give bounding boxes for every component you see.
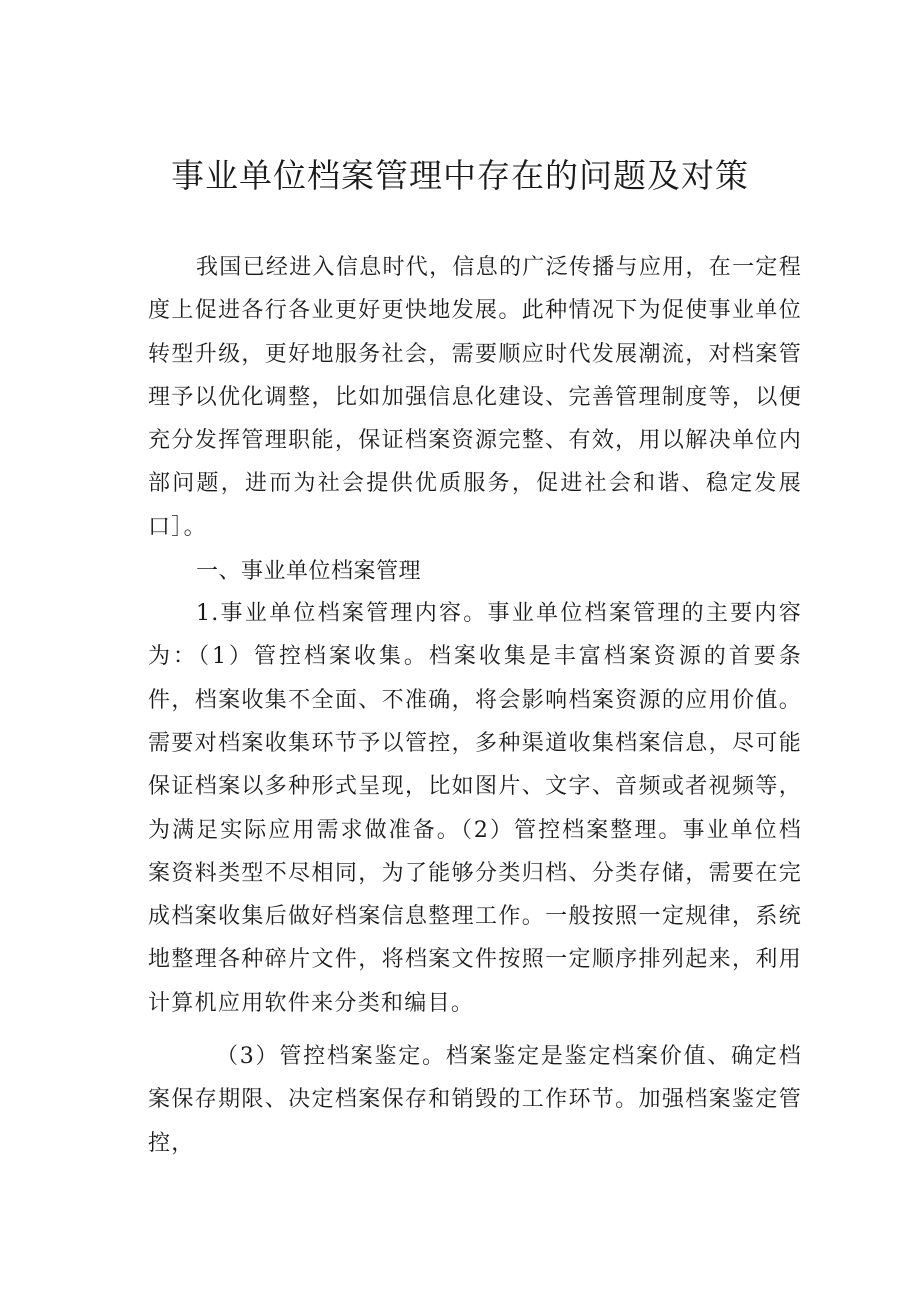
appraisal-paragraph: （3）管控档案鉴定。档案鉴定是鉴定档案价值、确定档案保存期限、决定档案保存和销毁的工作环节。加强档案鉴定管控，: [148, 1044, 802, 1156]
section-heading: 一、事业单位档案管理: [196, 559, 422, 585]
document-body: [148, 246, 802, 1165]
intro-paragraph: 我国已经进入信息时代，信息的广泛传播与应用，在一定程度上促进各行各业更好更快地发展。此种情况下为促使事业单位转型升级，更好地服务社会，需要顺应时代发展潮流，对档案管理予以优化调整，比如加强信息化建设、完善管理制度等，以便充分发挥管理职能，保证档案资源完整、有效，用以解决单位内部问题，进而为社会提供优质服务，促进社会和谐、稳定发展口］。: [148, 255, 802, 540]
content-paragraph: 1.事业单位档案管理内容。事业单位档案管理的主要内容为：（1）管控档案收集。档案收集是丰富档案资源的首要条件，档案收集不全面、不准确，将会影响档案资源的应用价值。需要对档案收集环节予以管控，多种渠道收集档案信息，尽可能保证档案以多种形式呈现，比如图片、文字、音频或者视频等，为满足实际应用需求做准备。（2）管控档案整理。事业单位档案资料类型不尽相同，为了能够分类归档、分类存储，需要在完成档案收集后做好档案信息整理工作。一般按照一定规律，系统地整理各种碎片文件，将档案文件按照一定顺序排列起来，利用计算机应用软件来分类和编目。: [148, 601, 802, 1016]
document-title: 事业单位档案管理中存在的问题及对策: [171, 156, 749, 195]
